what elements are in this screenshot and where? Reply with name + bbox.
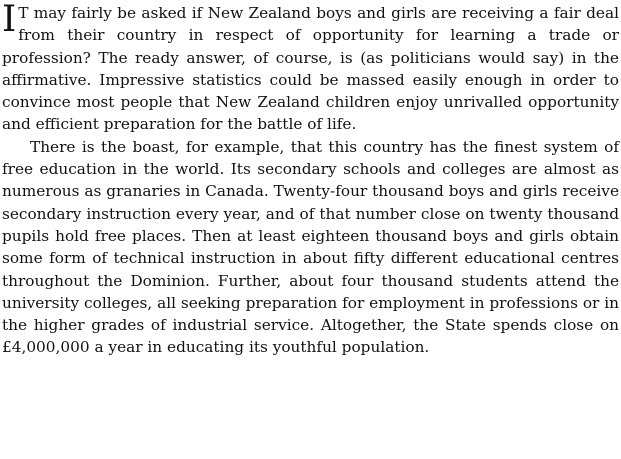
paragraph-1-text: T may fairly be asked if New Zealand boys and girls are receiving a fair deal from their country in respect of opportunity for learning a trade or profession? The ready answer, of course, is (as politicians would say) in the affirmative. Impressive statistics could be massed easily enough in order to convince most people that New Zealand children enjoy unrivalled opportunity and efficient preparation for the battle of life.	[2, 4, 619, 134]
paragraph-2: There is the boast, for example, that this country has the finest system of free education in the world. Its secondary schools and colleges are almost as numerous as granaries in Canada. Twenty-four thousand boys and girls receive secondary instruction every year, and of that number close on twenty thousand pupils hold free places. Then at least eighteen thousand boys and girls obtain some form of technical instruction in about fifty different educational centres throughout the Dominion. Further, about four thousand students attend the university colleges, all seeking preparation for employment in professions or in the higher grades of industrial service. Altogether, the State spends close on £4,000,000 a year in educating its youthful population.	[2, 137, 619, 357]
drop-cap: I	[2, 0, 17, 40]
article-page	[2, 2, 619, 359]
paragraph-1	[2, 2, 619, 136]
